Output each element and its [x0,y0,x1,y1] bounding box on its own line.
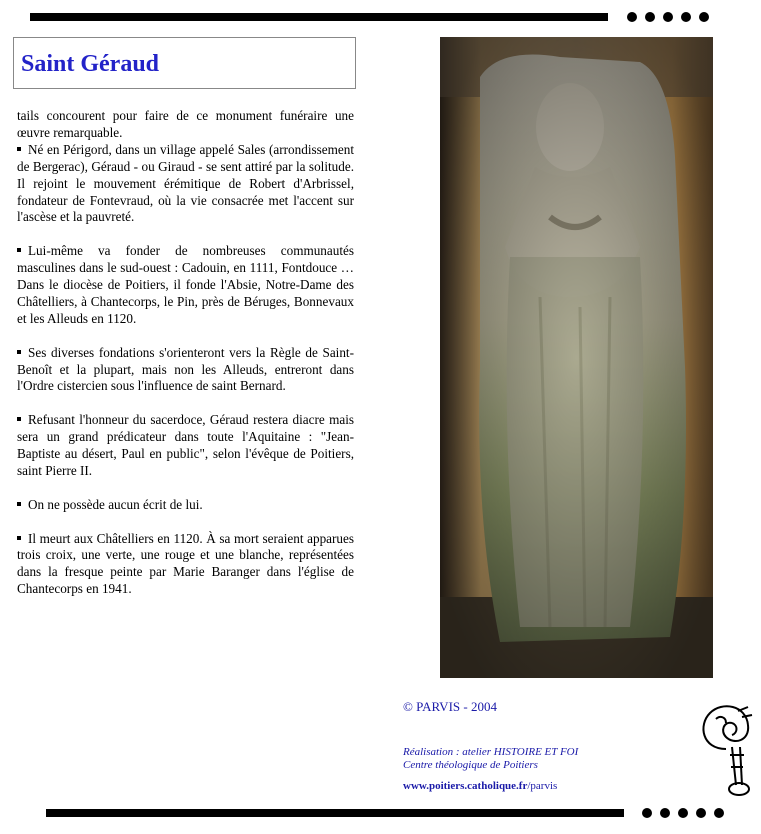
title-box [13,37,356,89]
paragraph-continuation: tails concourent pour faire de ce monument funéraire une œuvre remarquable. [17,108,354,140]
bottom-decorative-bar [46,809,624,817]
credit-line-2: Centre théologique de Poitiers [403,759,538,771]
paragraph: Il meurt aux Châtelliers en 1120. À sa mort seraient apparues trois croix, une verte, une rouge et une blanche, représentées dans la fresque peinte par Marie Baranger dans l'église de Chantecorps en 1941. [17,530,354,597]
paragraph: Lui-même va fonder de nombreuses communautés masculines dans le sud-ouest : Cadouin, en 1111, Fontdouce … Dans le diocèse de Poitiers, il fonde l'Absie, Notre-Dame des Châtelliers, à Chantecorps, le Pin, près de Béruges, Bonnevaux et les Alleuds en 1120. [17,243,354,326]
bullet-icon [17,350,21,354]
bullet-icon [17,248,21,252]
statue-photo [440,37,713,678]
crozier-logo-icon [692,697,758,797]
paragraph: Ses diverses fondations s'orienteront vers la Règle de Saint-Benoît et la plupart, mais non les Alleuds, entreront dans l'Ordre cistercien sous l'influence de saint Bernard. [17,344,354,394]
page-title: Saint Géraud [21,51,160,77]
credit-line-1: Réalisation : atelier HISTOIRE ET FOI [403,746,579,758]
paragraph: Né en Périgord, dans un village appelé Sales (arrondissement de Bergerac), Géraud - ou Giraud - se sent attiré par la solitude. Il rejoint le mouvement érémitique de Robert d'Arbrissel, fondateur de Fontevraud, où la vie consacrée met l'accent sur l'ascèse et la pauvreté. [17,141,354,225]
top-decorative-bar [30,13,608,21]
bullet-icon [17,417,21,421]
copyright-text: © PARVIS - 2004 [403,699,497,714]
credit-text [403,746,578,772]
bottom-dots [642,808,724,818]
article-text [17,108,354,615]
paragraph: Refusant l'honneur du sacerdoce, Géraud restera diacre mais sera un grand prédicateur dans toute l'Aquitaine : "Jean-Baptiste au désert, Paul en public", selon l'évêque de Poitiers, saint Pierre II. [17,412,354,478]
bullet-icon [17,502,21,506]
top-dots [627,12,709,22]
bullet-icon [17,147,21,151]
bullet-icon [17,536,21,540]
website-link[interactable]: www.poitiers.catholique.fr/parvis [403,780,558,792]
paragraph: On ne possède aucun écrit de lui. [17,497,354,514]
